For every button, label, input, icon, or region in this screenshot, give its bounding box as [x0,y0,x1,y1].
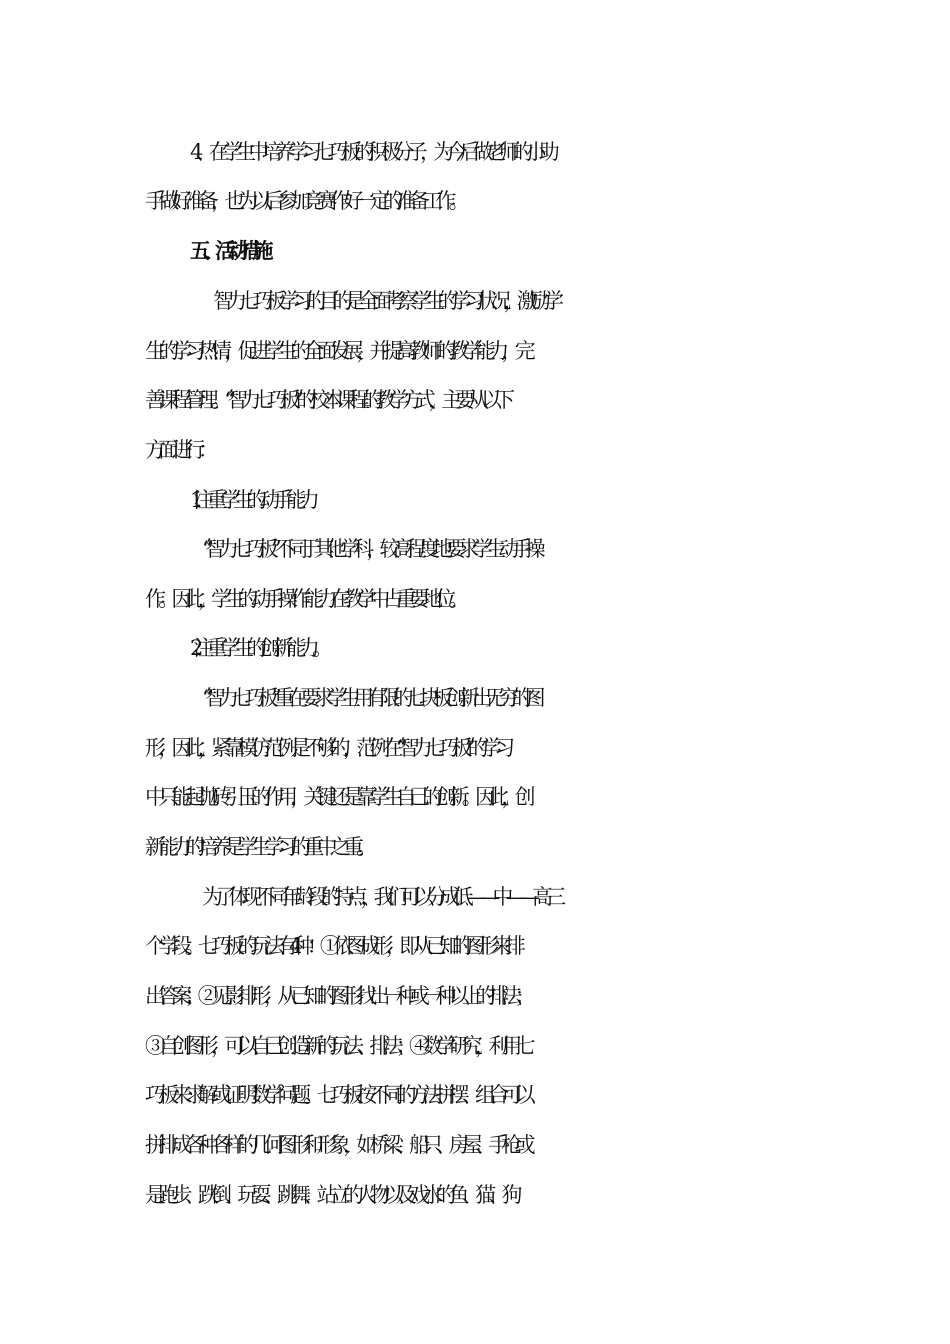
list-item-heading: 1. 注重学生的动手能力 [190,488,313,512]
text-line: 作。因此，学生的动手操作能力在教学中占重要地位。 [145,587,462,611]
text-line: 智力七巧板学习的目的是全面考察学生的学习状况，激励学 [213,289,557,313]
text-line: 4、在学生中培养学习七巧板的积极分子，为今后做老师的小助 [190,140,552,164]
text-line: 手做好准备，也为以后参加竞赛作好一定的准备工作。 [145,189,462,213]
text-line: 方面进行： [145,438,211,462]
text-line: 生的学习热情，促进学生的全面发展，并提高教师的教学能力，完 [145,339,528,363]
text-line: 巧板来求解或证明数学问题。七巧板按不同的方法拼摆、组合可以 [145,1083,528,1107]
text-line: 出答案；②见影排形，从已知的图形找出一种或一种以上的排法； [145,984,528,1008]
text-line: 是跑步、跌倒、玩耍、跳舞、站立的人物以及戏水的鱼、猫、狗 [145,1183,515,1207]
text-line: 新能力的培养是学生学习的重中之重。 [145,835,370,859]
text-line: 善课程管理。“智力七巧板”的校本课程的教学方式，主要从以下 [145,388,508,412]
text-line: 个学段。七巧板的玩法有 4 种：①依图成形，即从已知的图形来排 [145,934,518,958]
text-line: “智力七巧板”重在要求学生用有限的七块板创新出无穷的图 [202,686,538,710]
section-heading: 五、活动措施 [190,239,265,263]
text-line: ③自创图形，可以自己创造新的玩法、排法；④数学研究，利用七 [145,1034,528,1058]
text-line: 拼排成各种各样的几何图形和形象，如桥梁、船只、房屋、手枪或 [145,1133,528,1157]
text-line: 中只能起抛砖引玉的作用，关键还是靠学生自己的创新。因此，创 [145,785,528,809]
text-line: 形，因此，紧靠模仿范例是不够的，范例在“智力七巧板”的学习 [145,736,508,760]
text-line: 为了体现不同年龄段的特点，我们可以分成低——中——高三 [202,885,559,909]
text-line: “智力七巧板”不同于其他学科，较高程度地要求学生动手操 [202,537,538,561]
list-item-heading: 2. 注重学生的创新能力。 [190,636,326,660]
